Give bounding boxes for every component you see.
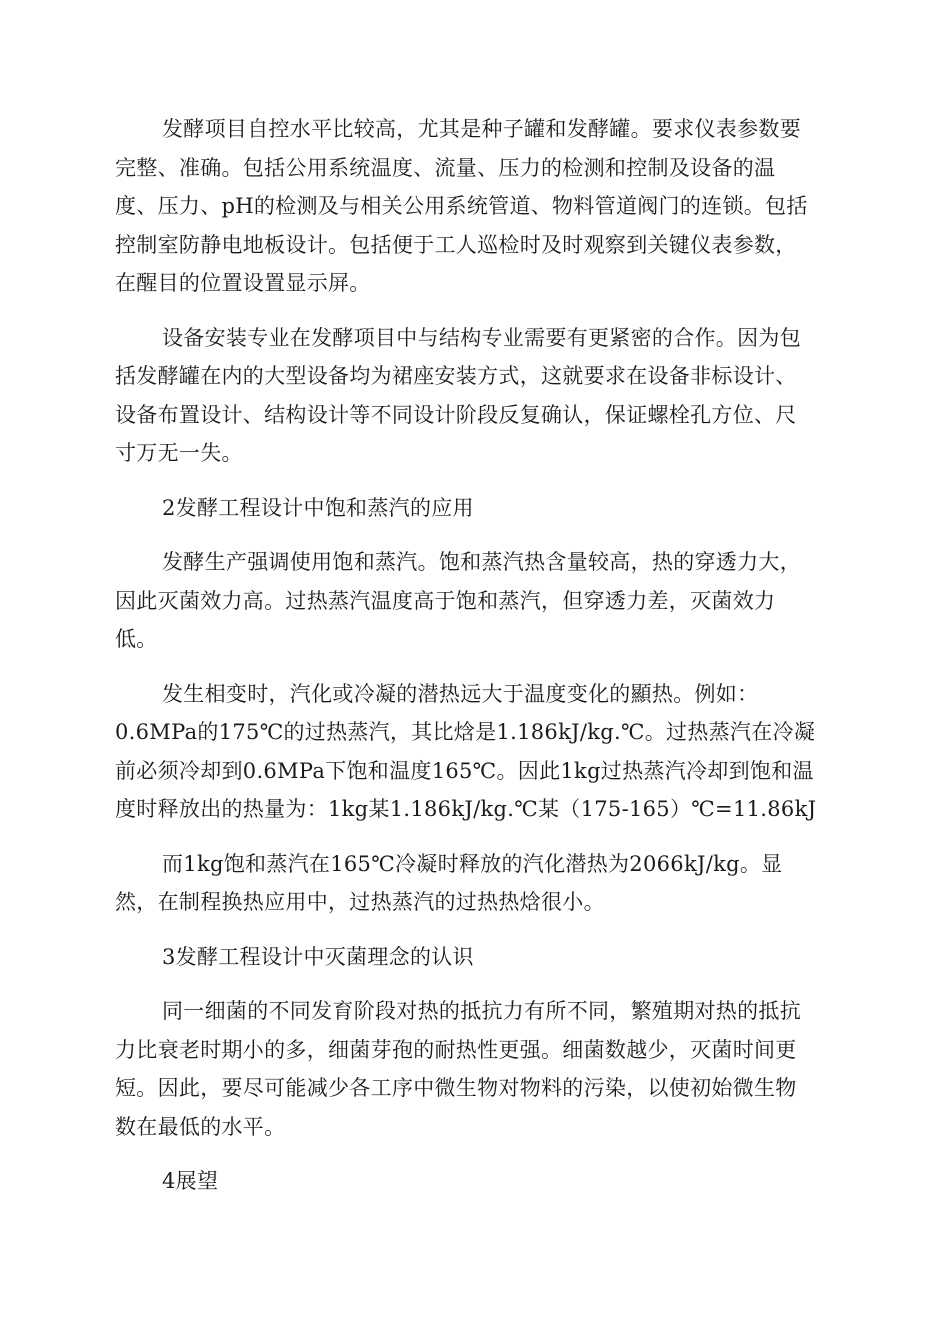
text-line: 括发酵罐在内的大型设备均为裙座安装方式，这就要求在设备非标设计、 [115,364,797,388]
text-line: 设备安装专业在发酵项目中与结构专业需要有更紧密的合作。因为包 [162,325,801,350]
text-line: 完整、准确。包括公用系统温度、流量、压力的检测和控制及设备的温 [115,155,776,180]
text-line: 度时释放出的热量为：1kg某1.186kJ/kg.℃某（175-165）℃=11.86kJ [115,797,817,821]
paragraph-equipment-installation [115,319,835,473]
text-line: 控制室防静电地板设计。包括便于工人巡检时及时观察到关键仪表参数， [115,232,797,257]
paragraph-instrumentation [115,110,835,303]
text-line: 而1kg饱和蒸汽在165℃冷凝时释放的汽化潜热为2066kJ/kg。显 [162,851,783,876]
text-line: 短。因此，要尽可能减少各工序中微生物对物料的污染，以使初始微生物 [115,1076,797,1100]
document-page [115,110,835,1217]
text-line: 发酵生产强调使用饱和蒸汽。饱和蒸汽热含量较高，热的穿透力大， [162,550,801,574]
text-line: 发生相变时，汽化或冷凝的潜热远大于温度变化的顯热。例如： [162,681,759,706]
text-line: 在醒目的位置设置显示屏。 [115,271,371,295]
paragraph-phase-change [115,675,835,829]
text-line: 因此灭菌效力高。过热蒸汽温度高于饱和蒸汽，但穿透力差，灭菌效力 [115,588,776,613]
paragraph-sterilization [115,992,835,1146]
text-line: 0.6MPa的175℃的过热蒸汽，其比焓是1.186kJ/kg.℃。过热蒸汽在冷凝 [115,720,816,744]
section-heading-sterilization: 3发酵工程设计中灭菌理念的认识 [162,944,474,969]
text-line: 前必须冷却到0.6MPa下饱和温度165℃。因此1kg过热蒸汽冷却到饱和温 [115,758,814,783]
text-line: 设备布置设计、结构设计等不同设计阶段反复确认，保证螺栓孔方位、尺 [115,402,797,427]
text-line: 度、压力、pH的检测及与相关公用系统管道、物料管道阀门的连锁。包括 [115,194,808,218]
section-heading-saturated-steam: 2发酵工程设计中饱和蒸汽的应用 [162,495,474,520]
text-line: 寸万无一失。 [115,441,243,465]
paragraph-latent-heat [115,845,835,922]
section-heading-outlook: 4展望 [162,1169,219,1193]
text-line: 力比衰老时期小的多，细菌芽孢的耐热性更强。细菌数越少，灭菌时间更 [115,1037,797,1062]
text-line: 同一细菌的不同发育阶段对热的抵抗力有所不同，繁殖期对热的抵抗 [162,999,801,1023]
paragraph-saturated-steam [115,543,835,659]
text-line: 发酵项目自控水平比较高，尤其是种子罐和发酵罐。要求仪表参数要 [162,117,801,141]
text-line: 低。 [115,627,158,651]
text-line: 然，在制程换热应用中，过热蒸汽的过热热焓很小。 [115,890,605,914]
text-line: 数在最低的水平。 [115,1114,286,1139]
